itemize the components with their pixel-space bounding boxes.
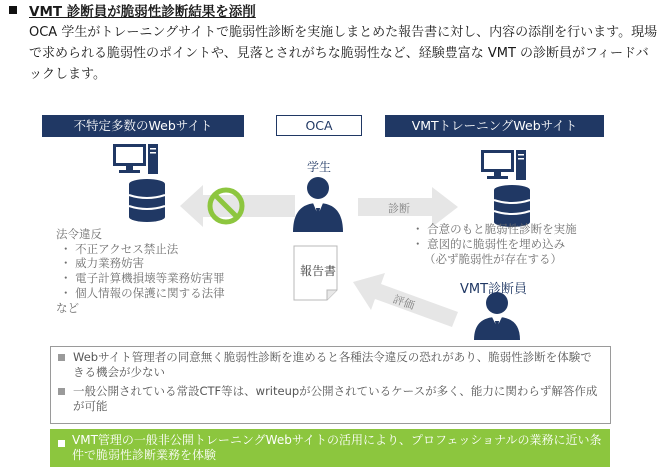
solution-text: VMT管理の一般非公開トレーニングWebサイトの活用により、プロフェッショナルの業務に近い条件で脆弱性診断業務を体験 — [72, 433, 602, 462]
server-icon-left — [129, 179, 165, 222]
problems-box — [50, 346, 611, 424]
server-icon-right — [494, 185, 530, 227]
monitor-icon-right — [481, 150, 526, 180]
bullet-square — [58, 388, 65, 395]
intro-paragraph: OCA 学生がトレーニングサイトで脆弱性診断を実施しまとめた報告書に対し、内容の添削を行います。現場で求められる脆弱性のポイントや、見落とされがちな脆弱性など、経験豊富な VMT の診断員がフィードバックします。 — [29, 25, 658, 82]
student-label: 学生 — [307, 160, 332, 174]
problem-item: 一般公開されている常設CTF等は、writeupが公開されているケースが多く、能力に関わらず解答作成が可能 — [51, 384, 601, 414]
student-icon — [293, 177, 343, 232]
vmt-site-item: ・ 意図的に脆弱性を埋め込み — [412, 237, 566, 251]
section-heading: VMT 診断員が脆弱性診断結果を添削 — [29, 4, 256, 20]
bullet-square — [58, 440, 65, 447]
law-item: ・ 不正アクセス禁止法 — [60, 242, 179, 256]
vmt-site-item: ・ 合意のもと脆弱性診断を実施 — [412, 222, 577, 236]
diagnosis-arrow-label: 診断 — [388, 202, 410, 215]
solution-box — [50, 429, 610, 467]
law-more: など — [56, 301, 79, 315]
review-arrow-label: 評価 — [391, 292, 417, 313]
bullet-square — [58, 354, 65, 361]
diagnostician-label: VMT診断員 — [460, 282, 528, 297]
vmt-site-note: （必ず脆弱性が存在する） — [424, 252, 562, 266]
law-item: ・ 個人情報の保護に関する法律 — [60, 286, 225, 300]
blocked-arrow — [180, 185, 295, 227]
report-label: 報告書 — [300, 264, 337, 278]
monitor-icon-left — [113, 144, 158, 174]
law-title: 法令違反 — [56, 227, 102, 241]
law-item: ・ 威力業務妨害 — [60, 256, 145, 270]
header-vmt-training-site: VMTトレーニングWebサイト — [385, 115, 604, 137]
problem-item: Webサイト管理者の同意無く脆弱性診断を進めると各種法令違反の恐れがあり、脆弱性診断を体験できる機会が少ない — [51, 350, 593, 380]
law-item: ・ 電子計算機損壊等業務妨害罪 — [60, 271, 225, 285]
header-oca: OCA — [276, 115, 362, 136]
header-public-websites: 不特定多数のWebサイト — [42, 115, 244, 137]
diagnostician-icon — [474, 292, 520, 340]
